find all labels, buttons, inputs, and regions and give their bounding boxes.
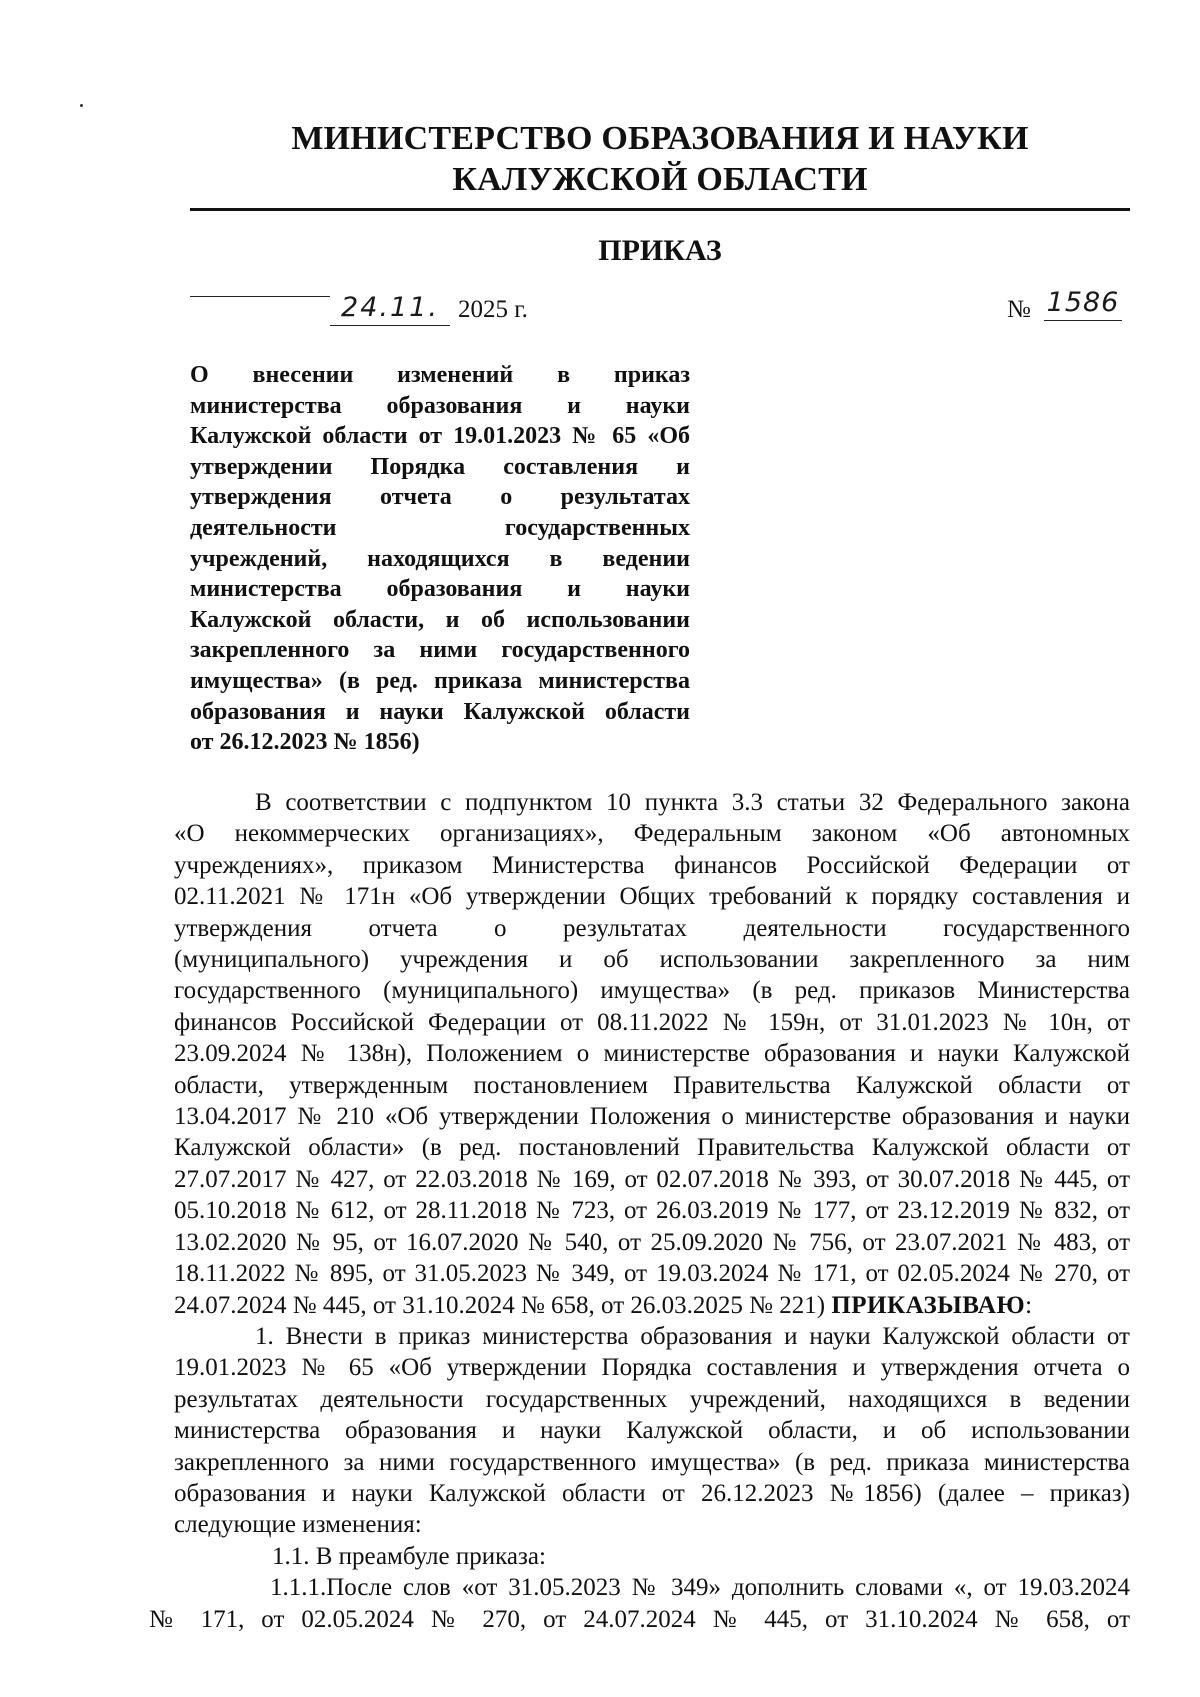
preamble-last-line [174, 1290, 1130, 1321]
preamble-line: утверждения отчета о результатах деятельности государственного [174, 914, 1130, 942]
order-word: ПРИКАЗЫВАЮ [831, 1291, 1026, 1319]
preamble-line: 13.02.2020 № 95, от 16.07.2020 № 540, от 25.09.2020 № 756, от 23.07.2021 № 483, от [174, 1228, 1130, 1256]
subject-line: от 26.12.2023 № 1856) [190, 729, 420, 756]
preamble-line: «О некоммерческих организациях», Федеральным законом «Об автономных [174, 820, 1130, 848]
subject-line: закрепленного за ними государственного [190, 637, 690, 664]
preamble-line: 05.10.2018 № 612, от 28.11.2018 № 723, от 26.03.2019 № 177, от 23.12.2019 № 832, от [174, 1197, 1130, 1225]
item-1-line: министерства образования и науки Калужской области, и об использовании [174, 1417, 1130, 1445]
ministry-heading [190, 118, 1130, 200]
preamble-line: учреждениях», приказом Министерства финансов Российской Федерации от [174, 851, 1130, 879]
ministry-line-2: КАЛУЖСКОЙ ОБЛАСТИ [452, 161, 868, 198]
item-1-1-1-line: 1.1.1.После слов «от 31.05.2023 № 349» дополнить словами «, от 19.03.2024 [270, 1574, 1130, 1602]
preamble-line: 02.11.2021 № 171н «Об утверждении Общих требований к порядку составления и [174, 883, 1130, 911]
item-1-line: закрепленного за ними государственного имущества» (в ред. приказа министерства [174, 1448, 1130, 1476]
preamble-line: области, утвержденным постановлением Правительства Калужской области от [174, 1071, 1130, 1099]
subject-line: утверждения отчета о результатах [190, 484, 690, 511]
handwritten-date: 24.11. [330, 291, 450, 326]
subject-line: образования и науки Калужской области [190, 698, 690, 725]
preamble-line: 18.11.2022 № 895, от 31.05.2023 № 349, от 19.03.2024 № 171, от 02.05.2024 № 270, от [174, 1260, 1130, 1288]
subject-line: О внесении изменений в приказ [190, 362, 690, 388]
ministry-line-1: МИНИСТЕРСТВО ОБРАЗОВАНИЯ И НАУКИ [291, 120, 1029, 157]
order-subject [190, 360, 690, 758]
preamble-line: государственного (муниципального) имущества» (в ред. приказов Министерства [174, 977, 1130, 1005]
preamble-line: В соответствии с подпунктом 10 пункта 3.3 статьи 32 Федерального закона [255, 789, 1130, 816]
handwritten-number: 1586 [1044, 286, 1122, 321]
subject-line: Калужской области от 19.01.2023 № 65 «Об [190, 423, 690, 450]
preamble-last-text: 24.07.2024 № 445, от 31.10.2024 № 658, от 26.03.2025 № 221) [174, 1291, 832, 1319]
order-colon: : [1025, 1291, 1033, 1319]
item-1-line: 1. Внести в приказ министерства образования и науки Калужской области от [255, 1322, 1130, 1350]
item-1-1-1-line: № 171, от 02.05.2024 № 270, от 24.07.2024 № 445, от 31.10.2024 № 658, от [149, 1605, 1130, 1633]
item-1-line: 19.01.2023 № 65 «Об утверждении Порядка составления и утверждения отчета о [174, 1354, 1130, 1382]
preamble-line: финансов Российской Федерации от 08.11.2022 № 159н, от 31.01.2023 № 10н, от [174, 1008, 1130, 1036]
preamble-line: Калужской области» (в ред. постановлений Правительства Калужской области от [174, 1134, 1130, 1162]
item-1-line: образования и науки Калужской области от 26.12.2023 №1856) (далее – приказ) [174, 1479, 1130, 1507]
item-1-line: следующие изменения: [174, 1511, 422, 1539]
preamble-line: 27.07.2017 № 427, от 22.03.2018 № 169, от 02.07.2018 № 393, от 30.07.2018 № 445, от [174, 1165, 1130, 1193]
subject-line: министерства образования и науки [190, 576, 690, 603]
preamble-line: (муниципального) учреждения и об использовании закрепленного за ним [174, 946, 1130, 974]
document-type-title: ПРИКАЗ [598, 234, 722, 267]
header-rule [190, 208, 1130, 211]
order-body [149, 787, 1130, 1635]
date-blank-line [190, 296, 330, 297]
subject-line: Калужской области, и об использовании [190, 606, 690, 633]
preamble-line: 13.04.2017 № 210 «Об утверждении Положения о министерстве образования и науки [174, 1103, 1130, 1131]
subject-line: учреждений, находящихся в ведении [190, 545, 690, 572]
item-1-1: 1.1. В преамбуле приказа: [272, 1542, 546, 1570]
subject-line: министерства образования и науки [190, 392, 690, 419]
date-year: 2025 г. [458, 296, 528, 323]
number-sign: № [1007, 296, 1031, 323]
subject-line: утверждении Порядка составления и [190, 453, 690, 480]
item-1-line: результатах деятельности государственных учреждений, находящихся в ведении [174, 1385, 1130, 1413]
subject-line: имущества» (в ред. приказа министерства [190, 667, 690, 694]
scan-speck [80, 104, 83, 107]
subject-line: деятельности государственных [190, 514, 690, 541]
preamble-line: 23.09.2024 № 138н), Положением о министерстве образования и науки Калужской [174, 1040, 1130, 1068]
